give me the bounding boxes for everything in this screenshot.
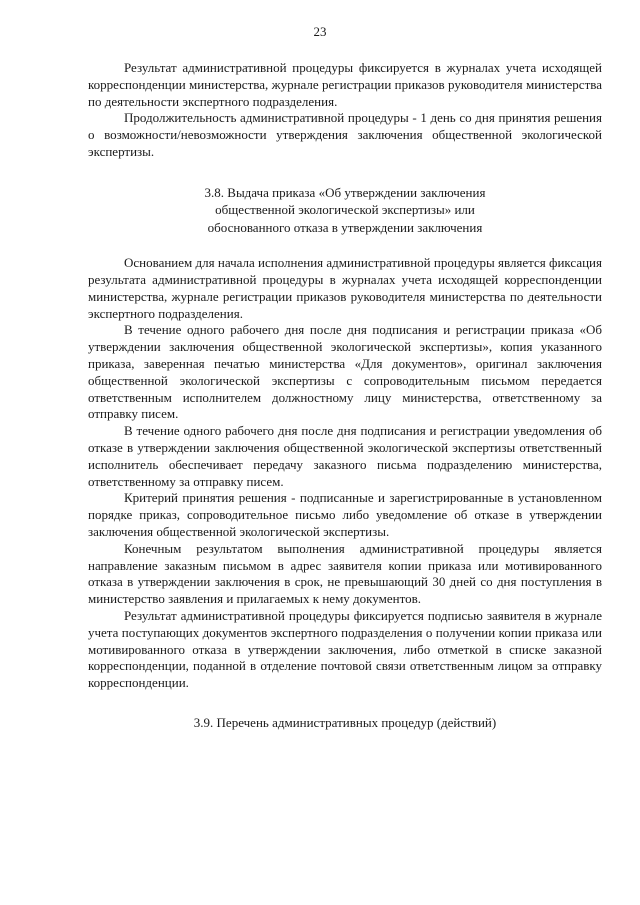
- section-heading-3-9: 3.9. Перечень административных процедур (действий): [193, 715, 497, 730]
- paragraph: Продолжительность административной процедуры - 1 день со дня принятия решения о возможности/невозможности утверждения заключения общественной экологической экспертизы.: [88, 110, 602, 159]
- paragraph: Результат административной процедуры фиксируется подписью заявителя в журнале учета поступающих документов экспертного подразделения о получении копии приказа или мотивированного отказа в утверждении заключения, либо отметкой в списке заказной корреспонденции, поданной в отделение почтовой связи ответственным лицом за отправку корреспонденции.: [88, 608, 602, 691]
- paragraph: Критерий принятия решения - подписанные и зарегистрированные в установленном порядке приказ, сопроводительное письмо либо уведомление об отказе в утверждении заключения общественной экологической экспертизы.: [88, 490, 602, 540]
- paragraph: В течение одного рабочего дня после дня подписания и регистрации уведомления об отказе в утверждении заключения общественной экологической экспертизы ответственный исполнитель обеспечивает передачу заказного письма подразделению министерства, ответственному за отправку писем.: [88, 423, 602, 489]
- page-content: [88, 60, 602, 731]
- page-number: 23: [313, 24, 327, 39]
- paragraph: Основанием для начала исполнения административной процедуры является фиксация результата административной процедуры в журналах учета исходящей корреспонденции министерства, журнале регистрации приказов руководителя министерства по деятельности экспертного подразделения.: [88, 255, 602, 321]
- paragraph: В течение одного рабочего дня после дня подписания и регистрации приказа «Об утверждении заключения общественной экологической экспертизы», копия указанного приказа, заверенная печатью министерства «Для документов», оригинал заключения общественной экологической экспертизы с сопроводительным письмом передается ответственным исполнителем должностному лицу министерства, ответственному за отправку писем.: [88, 322, 602, 422]
- paragraph: Конечным результатом выполнения административной процедуры является направление заказным письмом в адрес заявителя копии приказа или мотивированного отказа в утверждении заключения в срок, не превышающий 30 дней со дня поступления в министерство заявления и прилагаемых к нему документов.: [88, 540, 602, 607]
- paragraph: Результат административной процедуры фиксируется в журналах учета исходящей корреспонденции министерства, журнале регистрации приказов руководителя министерства по деятельности экспертного подразделения.: [88, 60, 602, 109]
- section-heading-3-8: 3.8. Выдача приказа «Об утверждении заключения общественной экологической экспертизы» или обоснованного отказа в утверждении заключения: [204, 184, 486, 235]
